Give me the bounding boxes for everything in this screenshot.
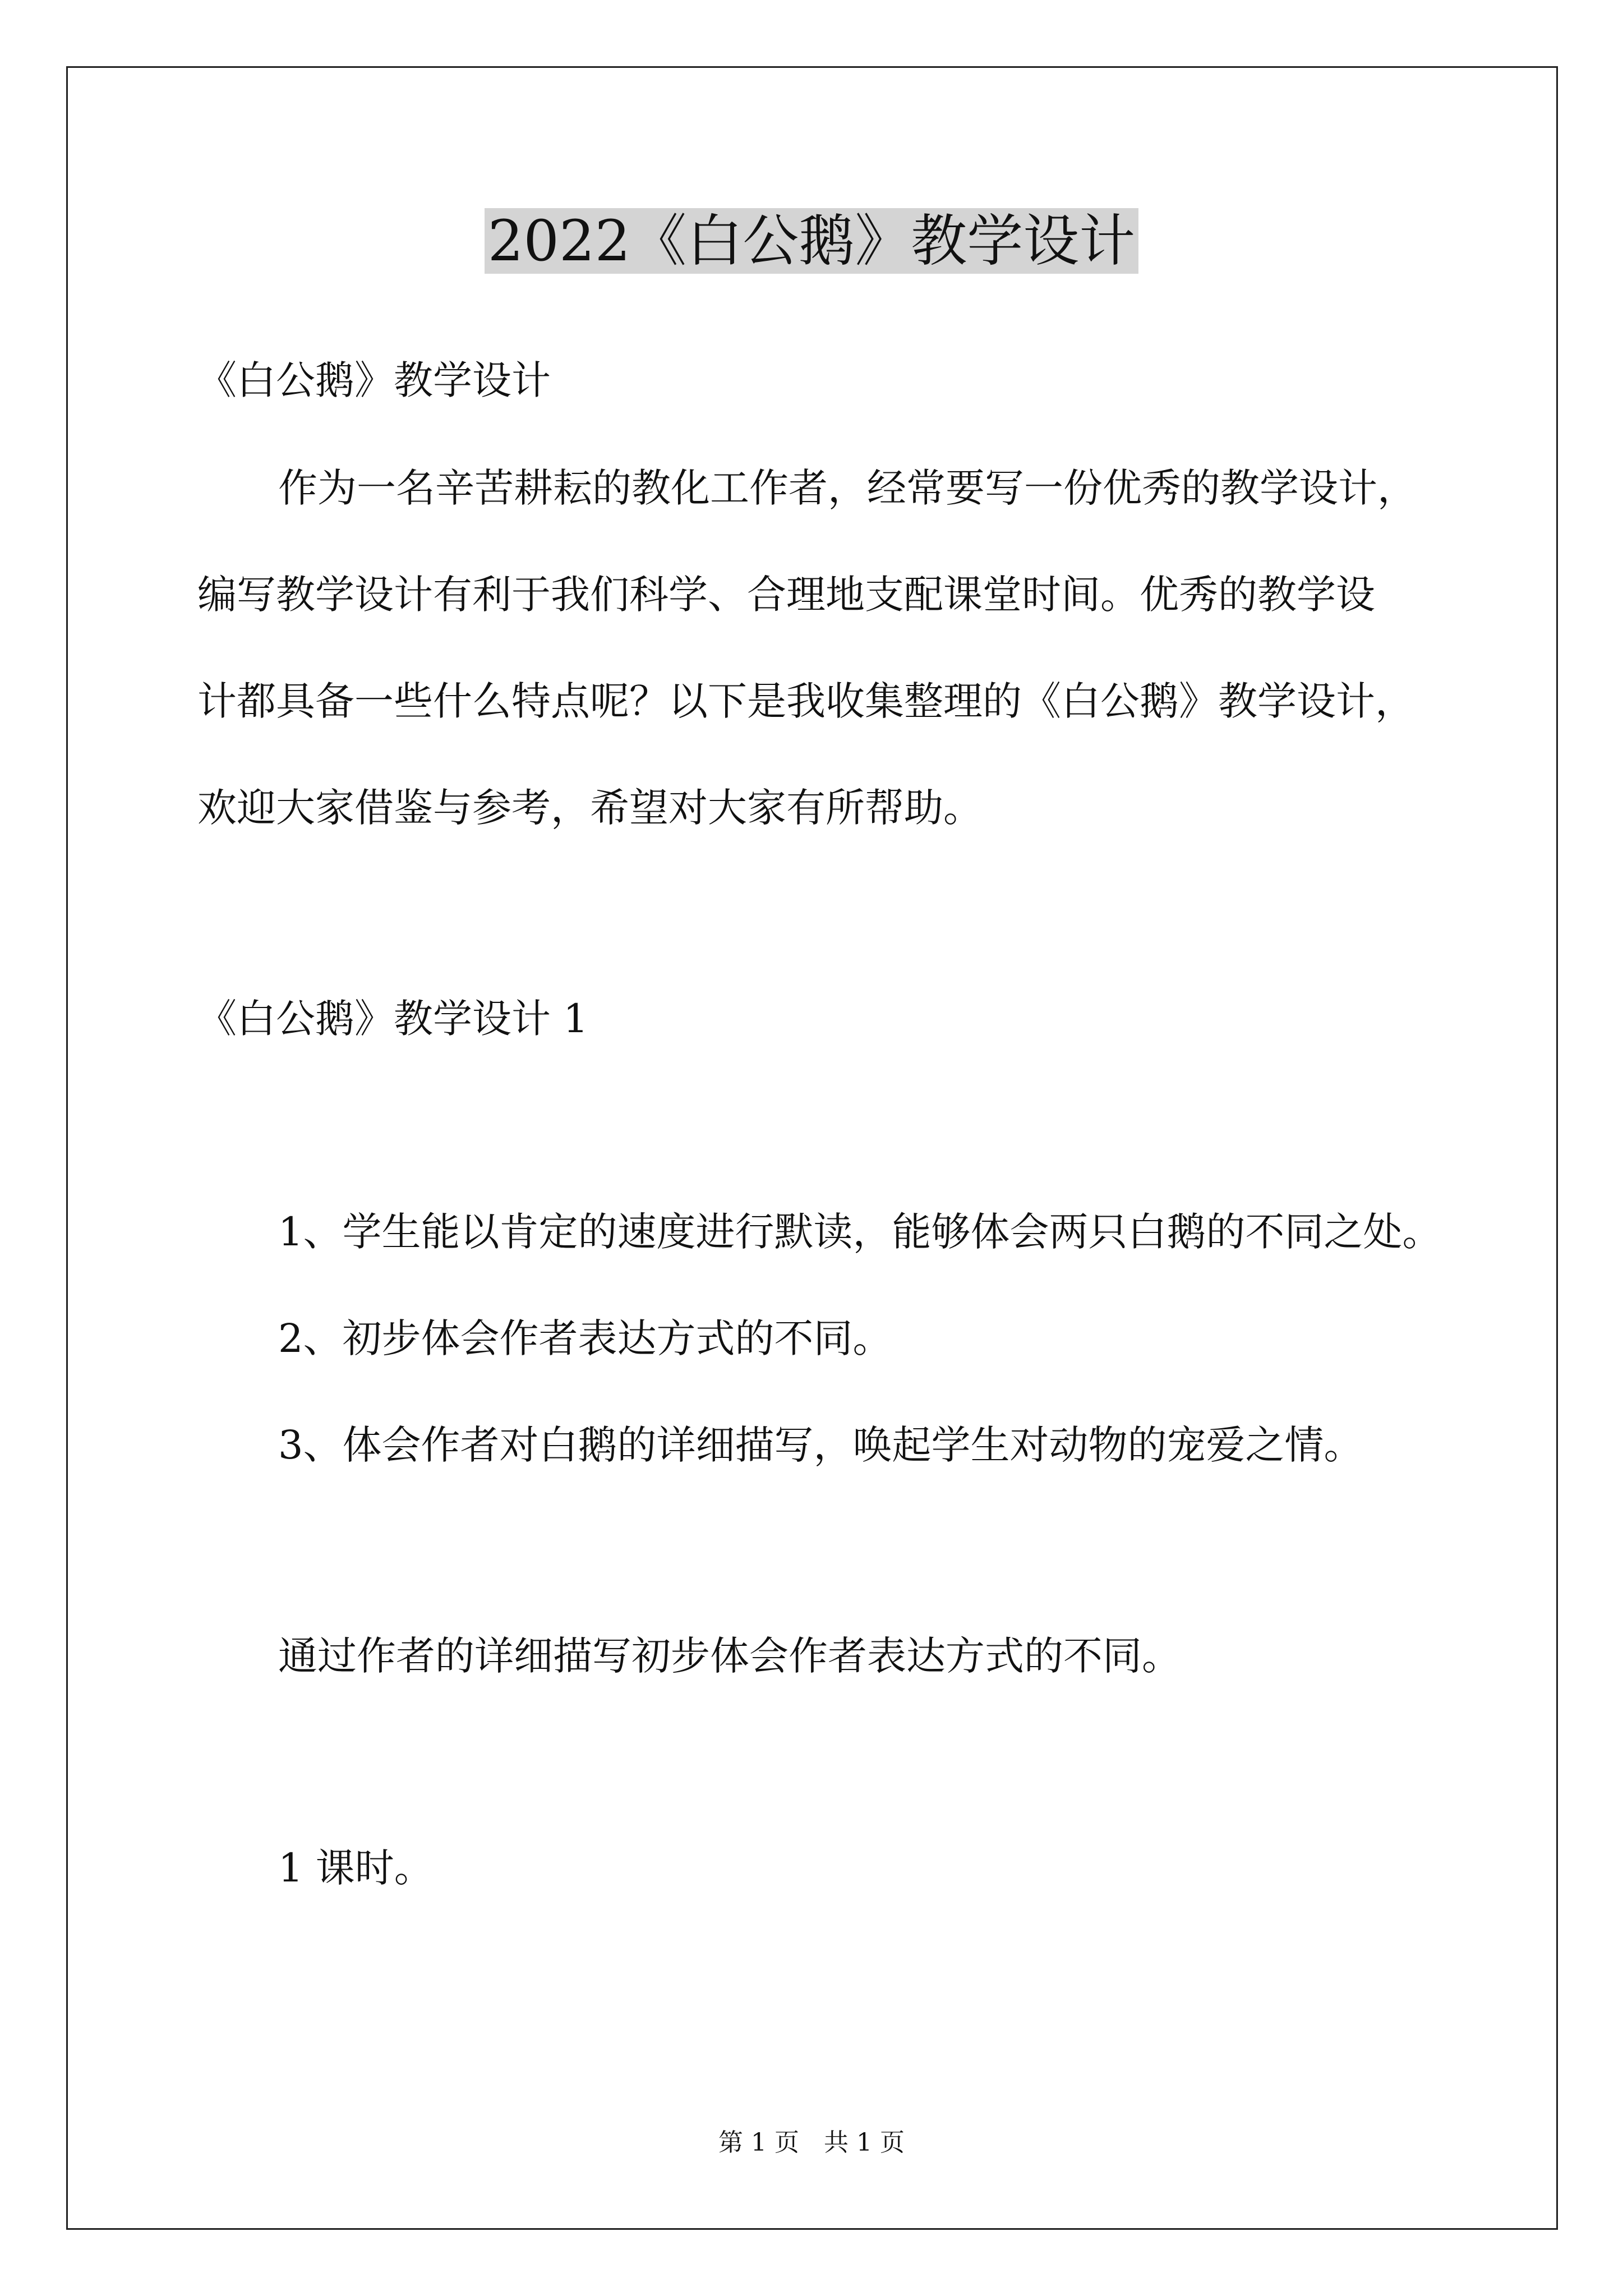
document-subtitle: 《白公鹅》教学设计 — [197, 357, 551, 403]
page-footer: 第 1 页 共 1 页 — [718, 2128, 905, 2157]
key-point: 通过作者的详细描写初步体会作者表达方式的不同。 — [278, 1633, 1181, 1679]
document-title-text: 2022《白公鹅》教学设计 — [485, 208, 1139, 274]
intro-line-4: 欢迎大家借鉴与参考，希望对大家有所帮助。 — [197, 785, 983, 831]
intro-line-1: 作为一名辛苦耕耘的教化工作者，经常要写一份优秀的教学设计， — [278, 465, 1417, 511]
duration: 1 课时。 — [278, 1845, 434, 1891]
objective-3: 3、体会作者对白鹅的详细描写，唤起学生对动物的宠爱之情。 — [278, 1422, 1363, 1468]
intro-line-3: 计都具备一些什么特点呢？以下是我收集整理的《白公鹅》教学设计， — [197, 678, 1414, 724]
section-heading: 《白公鹅》教学设计 1 — [197, 996, 588, 1042]
objective-1: 1、学生能以肯定的速度进行默读，能够体会两只白鹅的不同之处。 — [278, 1209, 1442, 1255]
document-title — [0, 202, 1623, 280]
intro-line-2: 编写教学设计有利于我们科学、合理地支配课堂时间。优秀的教学设 — [197, 572, 1375, 618]
objective-2: 2、初步体会作者表达方式的不同。 — [278, 1315, 892, 1361]
